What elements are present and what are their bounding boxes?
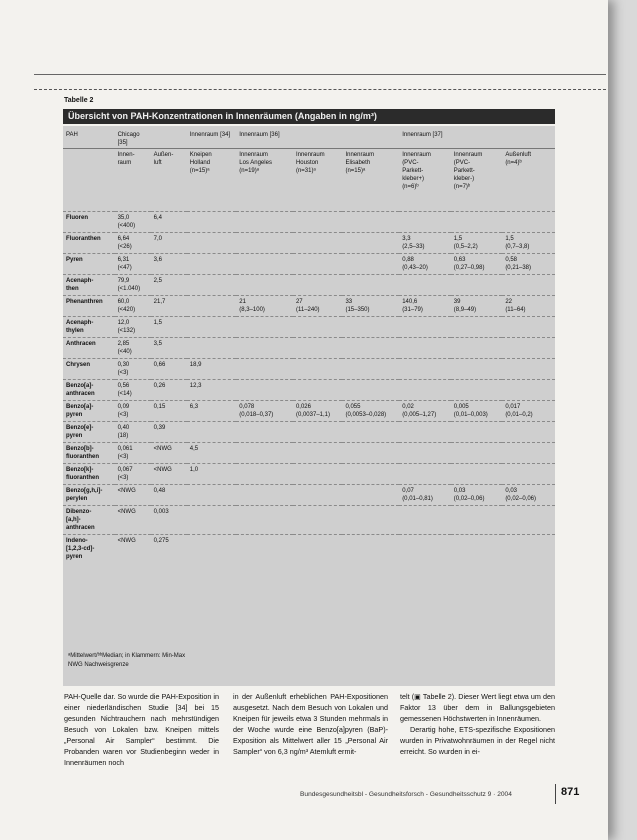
column-group-header: Innenraum [37] [399, 126, 451, 149]
concentration-cell [236, 485, 293, 506]
concentration-cell [399, 359, 451, 380]
column-group-header [293, 126, 343, 149]
concentration-cell [502, 464, 555, 485]
concentration-cell [502, 359, 555, 380]
concentration-cell [187, 485, 237, 506]
concentration-cell [342, 506, 399, 535]
concentration-cell [399, 506, 451, 535]
concentration-cell [342, 317, 399, 338]
column-header: Innenraum (PVC- Parkett- kleber+) (n=6)ᵇ [402, 152, 431, 190]
concentration-cell [342, 212, 399, 233]
concentration-cell [342, 535, 399, 564]
concentration-cell: 2,5 [153, 278, 162, 284]
concentration-cell [451, 338, 503, 359]
concentration-cell: 0,02 (0,005–1,27) [402, 404, 437, 418]
concentration-cell [187, 535, 237, 564]
column-group-header: Chicago [35] [115, 126, 151, 149]
concentration-cell [293, 485, 343, 506]
concentration-cell [293, 317, 343, 338]
concentration-cell [187, 506, 237, 535]
paragraph: Derartig hohe, ETS-spezifische Expositionen wurden in Privatwohnräumen in der Regel nicht erreicht. So wurden in ei- [400, 725, 555, 756]
concentration-cell [236, 254, 293, 275]
concentration-cell [187, 422, 237, 443]
page-number-divider [555, 784, 556, 804]
concentration-cell: 0,005 (0,01–0,003) [453, 404, 488, 418]
column-group-header: Innenraum [34] [187, 126, 237, 149]
concentration-cell [236, 535, 293, 564]
concentration-cell: 6,3 [189, 404, 199, 410]
header-rule [34, 89, 606, 90]
column-header: Außen- luft [153, 152, 174, 166]
concentration-cell [342, 380, 399, 401]
journal-footer: Bundesgesundheitsbl - Gesundheitsforsch - Gesundheitsschutz 9 · 2004 [300, 791, 512, 798]
concentration-cell [451, 317, 503, 338]
concentration-cell [236, 317, 293, 338]
concentration-cell: 12,0 (<132) [117, 320, 136, 334]
concentration-cell: 0,275 [153, 538, 169, 544]
concentration-cell: 0,026 (0,0037–1,1) [295, 404, 330, 418]
paragraph: in der Außenluft erheblichen PAH-Expositionen ausgesetzt. Nach dem Besuch von Lokalen und Kneipen für jeweils etwa 3 Stunden mehrmals in der Woche wurde eine Benzo[a]pyren (BaP)-Exposition als Mittelwert aller 15 „Personal Air Sampler“ von 6,3 ng/m³ Atemluft ermit- [233, 692, 388, 756]
paragraph: telt (▣ Tabelle 2). Dieser Wert liegt etwa um den Faktor 13 über dem in Ballungsgebieten gemessenen Höchstwerten in Innenräumen. [400, 692, 555, 723]
concentration-cell: 140,6 (31–79) [402, 299, 423, 313]
concentration-cell: <NWG [117, 538, 136, 544]
table-row [63, 233, 555, 254]
concentration-cell: 35,0 (<400) [117, 215, 136, 229]
table-row [63, 535, 555, 564]
concentration-cell [342, 233, 399, 254]
concentration-cell: 6,4 [153, 215, 162, 221]
table-header-row [63, 126, 555, 149]
concentration-cell [293, 443, 343, 464]
concentration-cell [187, 254, 237, 275]
concentration-cell [451, 443, 503, 464]
column-group-header: PAH [63, 126, 115, 149]
pah-name-cell: Indeno- [1,2,3-cd]- pyren [66, 538, 95, 560]
concentration-cell [342, 338, 399, 359]
column-header: Innenraum Elisabeth (n=15)ᵃ [345, 152, 375, 174]
concentration-cell [342, 443, 399, 464]
pah-table-container [63, 126, 555, 650]
concentration-cell: 7,0 [153, 236, 162, 242]
concentration-cell [293, 359, 343, 380]
pah-name-cell: Benzo[a]- anthracen [66, 383, 95, 397]
concentration-cell: 22 (11–64) [505, 299, 526, 313]
concentration-cell: 0,30 (<3) [117, 362, 130, 376]
concentration-cell [236, 338, 293, 359]
concentration-cell [187, 296, 237, 317]
concentration-cell: 6,31 (<47) [117, 257, 132, 271]
concentration-cell [399, 422, 451, 443]
concentration-cell [399, 535, 451, 564]
table-footnote [63, 650, 555, 686]
concentration-cell [342, 275, 399, 296]
concentration-cell [293, 422, 343, 443]
pah-name-cell: Benzo[e]- pyren [66, 425, 94, 439]
table-row [63, 443, 555, 464]
concentration-cell [236, 422, 293, 443]
concentration-cell: <NWG [117, 509, 136, 515]
pah-name-cell: Fluoren [66, 215, 88, 221]
concentration-cell [502, 506, 555, 535]
concentration-cell [502, 422, 555, 443]
column-group-header: Innenraum [36] [236, 126, 293, 149]
concentration-cell: 0,067 (<3) [117, 467, 133, 481]
concentration-cell [293, 535, 343, 564]
concentration-cell: 0,40 (18) [117, 425, 130, 439]
concentration-cell: <NWG [153, 467, 172, 473]
concentration-cell [399, 443, 451, 464]
concentration-cell: 0,055 (0,0053–0,028) [345, 404, 387, 418]
concentration-cell [293, 254, 343, 275]
text-column-2 [233, 691, 388, 757]
table-title: Übersicht von PAH-Konzentrationen in Innenräumen (Angaben in ng/m³) [63, 109, 555, 124]
table-row [63, 212, 555, 233]
column-header [63, 149, 115, 212]
pah-name-cell: Phenanthren [66, 299, 103, 305]
concentration-cell [502, 338, 555, 359]
concentration-cell [451, 275, 503, 296]
concentration-cell: 21,7 [153, 299, 166, 305]
pah-name-cell: Benzo[b]- fluoranthen [66, 446, 99, 460]
column-header: Kneipen Holland (n=15)ᵃ [189, 152, 212, 174]
pah-name-cell: Benzo[k]- fluoranthen [66, 467, 99, 481]
concentration-cell [293, 338, 343, 359]
column-header: Außenluft (n=4)ᵇ [505, 152, 531, 166]
concentration-cell: 0,03 (0,02–0,06) [453, 488, 485, 502]
concentration-cell: 0,88 (0,43–20) [402, 257, 428, 271]
pah-name-cell: Benzo[a]- pyren [66, 404, 94, 418]
concentration-cell: <NWG [117, 488, 136, 494]
concentration-cell [451, 506, 503, 535]
table-row [63, 485, 555, 506]
concentration-cell [502, 212, 555, 233]
concentration-cell: 3,6 [153, 257, 162, 263]
pah-name-cell: Fluoranthen [66, 236, 101, 242]
concentration-cell [342, 464, 399, 485]
table-row [63, 380, 555, 401]
column-header: Innenraum (PVC- Parkett- kleber-) (n=7)ᵇ [453, 152, 483, 190]
table-label: Tabelle 2 [64, 97, 94, 104]
column-group-header [151, 126, 187, 149]
concentration-cell: 39 (8,9–49) [453, 299, 477, 313]
concentration-cell: 60,0 (<420) [117, 299, 136, 313]
column-group-header [451, 126, 503, 149]
concentration-cell [293, 506, 343, 535]
concentration-cell: 0,48 [153, 488, 166, 494]
concentration-cell [399, 380, 451, 401]
concentration-cell: 0,078 (0,018–0,37) [239, 404, 274, 418]
concentration-cell [342, 422, 399, 443]
concentration-cell [451, 212, 503, 233]
concentration-cell [342, 359, 399, 380]
column-header: Innen- raum [117, 152, 135, 166]
pah-name-cell: Acenaph- then [66, 278, 94, 292]
concentration-cell [502, 380, 555, 401]
table-row [63, 254, 555, 275]
concentration-cell: 0,017 (0,01–0,2) [505, 404, 533, 418]
concentration-cell [399, 275, 451, 296]
concentration-cell: 0,63 (0,27–0,98) [453, 257, 485, 271]
paragraph: PAH-Quelle dar. So wurde die PAH-Exposition in einer niederländischen Studie [34] bei 15 gesunden Nichtrauchern nach mehrstündigen Besuch von Lokalen bzw. Kneipen mittels „Personal Air Sampler“ bestimmt. Die Probanden waren vor Studienbeginn weder in Innenräumen noch [64, 692, 219, 767]
concentration-cell [236, 275, 293, 296]
concentration-cell: <NWG [153, 446, 172, 452]
concentration-cell [293, 233, 343, 254]
concentration-cell [293, 275, 343, 296]
concentration-cell: 27 (11–240) [295, 299, 320, 313]
concentration-cell: 0,56 (<14) [117, 383, 132, 397]
pah-name-cell: Anthracen [66, 341, 96, 347]
text-column-1 [64, 691, 219, 768]
concentration-cell: 0,39 [153, 425, 166, 431]
table-row [63, 359, 555, 380]
concentration-cell: 0,26 [153, 383, 166, 389]
footnote-line: ᵃMittelwert/ᵇᵇMedian; in Klammern: Min-Max [68, 653, 186, 659]
concentration-cell: 0,66 [153, 362, 166, 368]
concentration-cell [342, 485, 399, 506]
concentration-cell: 0,07 (0,01–0,81) [402, 488, 433, 502]
concentration-cell [236, 464, 293, 485]
concentration-cell [399, 464, 451, 485]
concentration-cell: 3,5 [153, 341, 162, 347]
concentration-cell [502, 535, 555, 564]
concentration-cell: 0,09 (<3) [117, 404, 130, 418]
concentration-cell: 1,5 [153, 320, 162, 326]
concentration-cell [399, 338, 451, 359]
concentration-cell: 1,5 (0,5–2,2) [453, 236, 478, 250]
concentration-cell [236, 233, 293, 254]
concentration-cell [502, 275, 555, 296]
pah-name-cell: Chrysen [66, 362, 91, 368]
concentration-cell: 6,64 (<26) [117, 236, 132, 250]
concentration-cell [187, 212, 237, 233]
table-row [63, 275, 555, 296]
table-row [63, 506, 555, 535]
column-group-header [342, 126, 399, 149]
table-row [63, 317, 555, 338]
concentration-cell [187, 338, 237, 359]
concentration-cell [236, 380, 293, 401]
top-rule [34, 74, 606, 75]
concentration-cell [399, 317, 451, 338]
concentration-cell [236, 443, 293, 464]
footnote-line: NWG Nachweisgrenze [68, 662, 129, 668]
concentration-cell: 0,003 [153, 509, 169, 515]
concentration-cell: 0,58 (0,21–38) [505, 257, 531, 271]
concentration-cell: 0,15 [153, 404, 166, 410]
concentration-cell: 2,85 (<40) [117, 341, 132, 355]
pah-name-cell: Acenaph- thylen [66, 320, 94, 334]
pah-concentration-table [63, 126, 555, 563]
concentration-cell [187, 275, 237, 296]
concentration-cell: 12,3 [189, 383, 202, 389]
concentration-cell: 1,5 (0,7–3,8) [505, 236, 530, 250]
concentration-cell [293, 380, 343, 401]
concentration-cell: 21 (8,3–100) [239, 299, 265, 313]
column-group-header [502, 126, 555, 149]
table-header-row [63, 149, 555, 212]
table-row [63, 422, 555, 443]
concentration-cell [236, 506, 293, 535]
concentration-cell [399, 212, 451, 233]
concentration-cell [451, 422, 503, 443]
concentration-cell: 0,03 (0,02–0,06) [505, 488, 537, 502]
pah-name-cell: Pyren [66, 257, 83, 263]
concentration-cell [502, 317, 555, 338]
column-header: Innenraum Houston (n=31)ᵃ [295, 152, 325, 174]
table-row [63, 464, 555, 485]
concentration-cell: 0,061 (<3) [117, 446, 133, 460]
concentration-cell [293, 212, 343, 233]
pah-name-cell: Dibenzo- [a,h]- anthracen [66, 509, 95, 531]
concentration-cell [342, 254, 399, 275]
concentration-cell: 4,5 [189, 446, 199, 452]
text-column-3 [400, 691, 555, 757]
concentration-cell: 79,9 (<1.040) [117, 278, 141, 292]
concentration-cell [451, 359, 503, 380]
concentration-cell: 33 (15–350) [345, 299, 370, 313]
table-row [63, 338, 555, 359]
concentration-cell: 3,3 (2,5–33) [402, 236, 425, 250]
concentration-cell [236, 359, 293, 380]
pah-name-cell: Benzo[g,h,i]- perylen [66, 488, 103, 502]
concentration-cell: 18,9 [189, 362, 202, 368]
column-header: Innenraum Los Angeles (n=19)ᵃ [239, 152, 272, 174]
table-row [63, 296, 555, 317]
concentration-cell [451, 464, 503, 485]
concentration-cell [451, 380, 503, 401]
concentration-cell [451, 535, 503, 564]
concentration-cell [502, 443, 555, 464]
concentration-cell [236, 212, 293, 233]
concentration-cell [187, 233, 237, 254]
concentration-cell [293, 464, 343, 485]
concentration-cell: 1,0 [189, 467, 199, 473]
concentration-cell [187, 317, 237, 338]
page-number: 871 [561, 786, 580, 798]
table-row [63, 401, 555, 422]
